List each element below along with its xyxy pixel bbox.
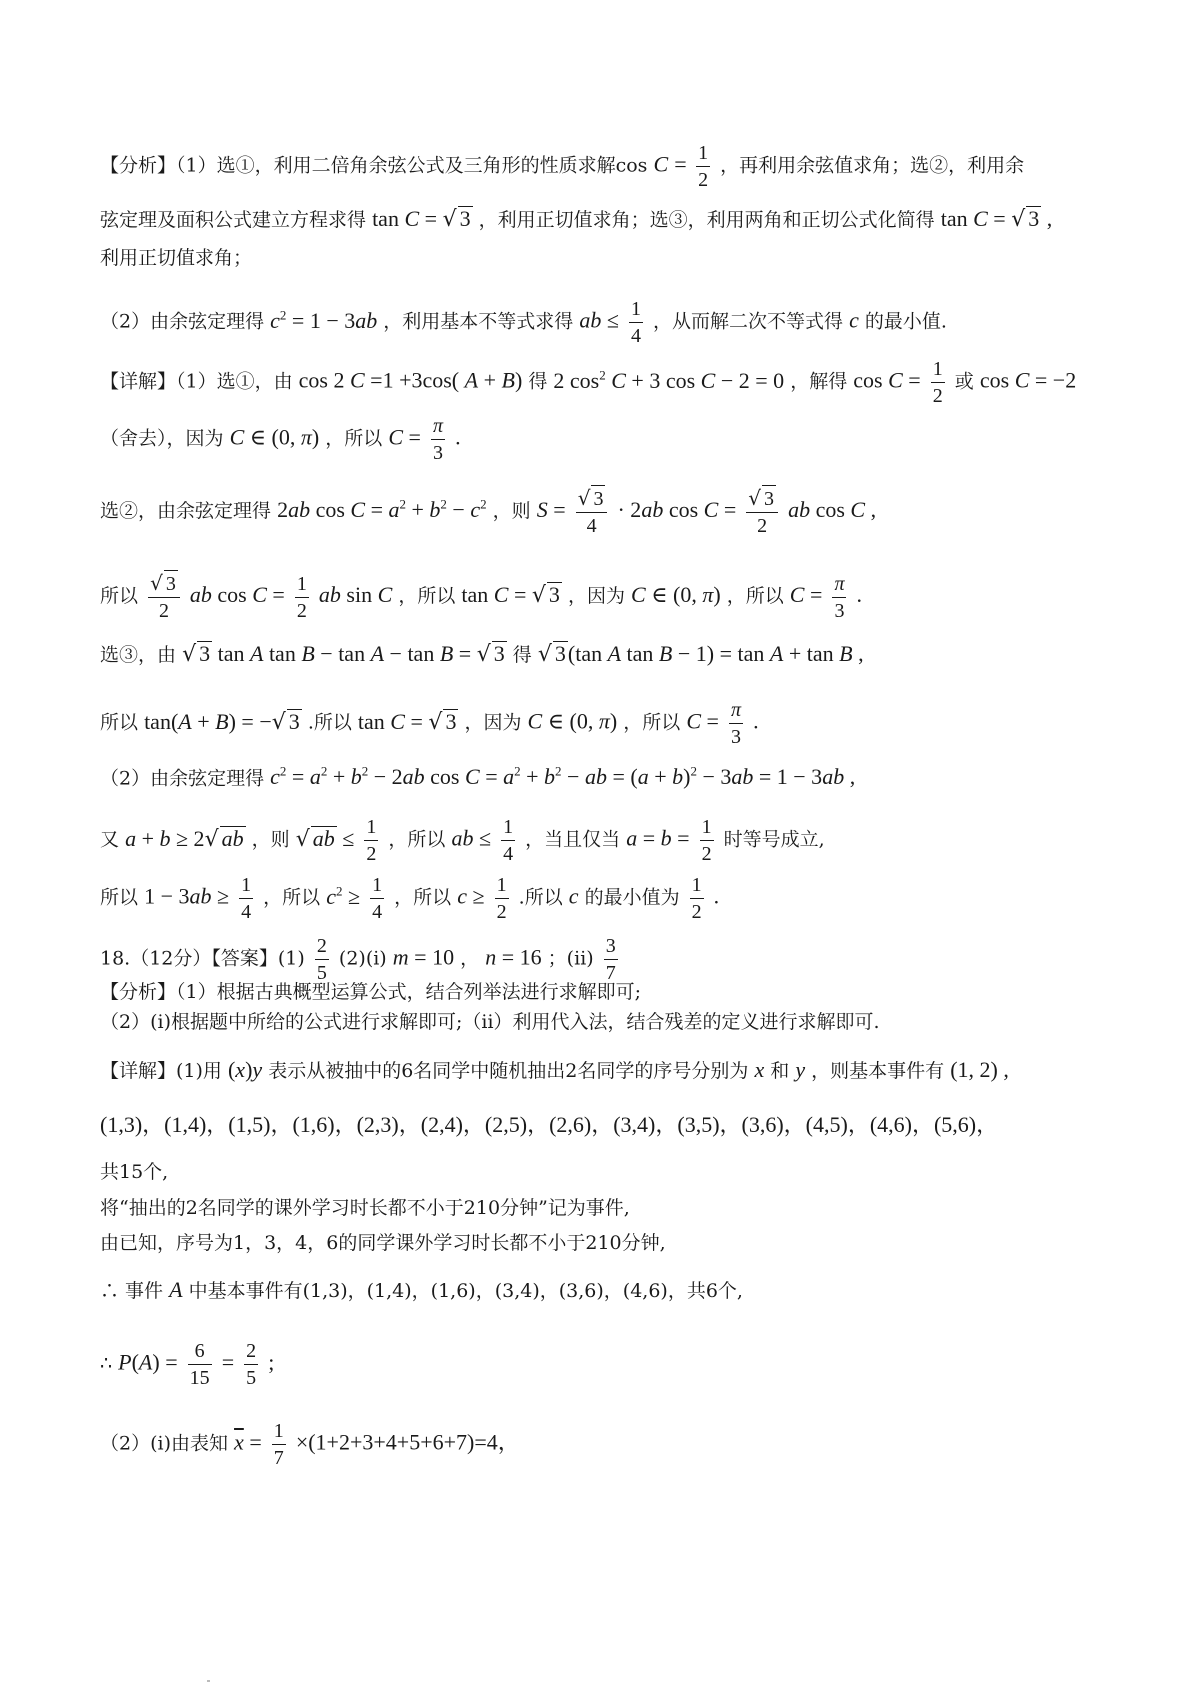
text: 选②，由余弦定理得 (100, 500, 272, 522)
text: 【详解】(1)用 (100, 1060, 222, 1082)
text: 和 (770, 1060, 790, 1082)
fraction: $\frac{2}{5}$ (246, 1340, 257, 1389)
footer-mark (207, 1680, 210, 1682)
math: C = (686, 708, 719, 734)
q18-analysis-2 (100, 1010, 1120, 1034)
text: ∴ (100, 1352, 113, 1375)
text: ，所以 (394, 886, 452, 909)
text: （2）由余弦定理得 (100, 767, 265, 790)
text: ，所以 (623, 711, 681, 734)
text: 时等号成立, (723, 828, 825, 851)
math: S = (536, 497, 566, 522)
text: ，从而解二次不等式得 (653, 310, 844, 333)
text: ，解得 (790, 370, 848, 393)
q18-answer-line (100, 933, 1120, 986)
fraction: $\frac{1}{4}$ (503, 816, 514, 865)
math: = (221, 1349, 235, 1375)
math: a + b ≥ 2√ ab (125, 825, 244, 852)
math: tan C = √ 3 (372, 206, 471, 232)
analysis-line-3 (100, 246, 1120, 270)
text: ，则 (492, 500, 531, 522)
fraction: $\frac{√ 3}{2}$ (746, 485, 778, 539)
detail-line-8 (100, 814, 1120, 867)
text: （2）(ⅰ)根据题中所给的公式进行求解即可;（ⅱ）利用代入法，结合残差的定义进行求解即可. (100, 1011, 880, 1033)
text: (1,3)，(1,4)，(1,5)，(1,6)，(2,3)，(2,4)，(2,5)，(2,6)，(3,4)，(3,5)，(3,6)，(4,5)，(4,6)，(5,6)， (100, 1112, 999, 1137)
text: ，再利用余弦值求角；选②，利用余 (720, 154, 1025, 177)
math: tan C = √ 3 (357, 708, 457, 735)
math: ; (268, 1349, 275, 1375)
text: ，所以 (398, 585, 456, 607)
detail-line-3 (100, 485, 1120, 539)
analysis-line-2 (100, 206, 1120, 232)
text: ， (460, 947, 480, 970)
math: ab cos C = (189, 582, 285, 607)
q18-known (100, 1231, 1120, 1255)
math: = (674, 151, 693, 177)
text: ，所以 (388, 828, 446, 851)
math: x (754, 1057, 765, 1082)
fraction: $\frac{2}{5}$ (316, 935, 327, 984)
q18-mean (100, 1418, 1120, 1471)
math: A (169, 1277, 183, 1302)
math: y (795, 1057, 806, 1082)
text: ，因为 (464, 711, 522, 734)
math: 2ab $\cos C = a^2 + b^2 - c^2$ (277, 496, 487, 522)
fraction: $\frac{1}{2}$ (296, 572, 307, 622)
fraction: $\frac{√ 3}{4}$ (576, 485, 608, 539)
text: （2）由余弦定理得 (100, 310, 265, 333)
fraction: $\frac{1}{4}$ (630, 298, 641, 347)
text: 共15个, (100, 1161, 169, 1183)
math: ab ≤ (579, 307, 619, 333)
text: ，因为 (567, 585, 625, 607)
q18-event (100, 1196, 1120, 1220)
math: . (856, 582, 863, 607)
text: 利用正切值求角； (100, 247, 253, 269)
fraction: $\frac{1}{2}$ (366, 816, 377, 865)
text: 18.（12分）【答案】(1) (100, 947, 305, 970)
math: . (455, 424, 461, 450)
text: ，当且仅当 (525, 828, 621, 851)
q18-detail-1 (100, 1058, 1120, 1083)
text: 又 (100, 828, 120, 851)
math: C ∈ (0, π) (527, 708, 618, 734)
math: C = (789, 582, 823, 607)
math: c (568, 883, 579, 909)
text: ∴ 事件 (100, 1280, 164, 1302)
q18-pairs (100, 1113, 1120, 1137)
math: · 2ab cos C = (617, 497, 737, 522)
math: cos 2 C =1 +3cos( A + B) (298, 367, 523, 393)
text: 所以 (100, 886, 139, 909)
detail-line-2 (100, 413, 1120, 466)
text: 表示从被抽中的6名同学中随机抽出2名同学的序号分别为 (268, 1060, 749, 1082)
detail-line-4 (100, 570, 1120, 624)
text: 中基本事件有(1,3)，(1,4)，(1,6)，(3,4)，(3,6)，(4,6)，共6个, (188, 1280, 743, 1302)
fraction: $\frac{\pi}{3}$ (730, 699, 742, 748)
analysis-line-1 (100, 140, 1120, 193)
math: n = 16 (485, 944, 542, 970)
math: a = b = (626, 825, 690, 851)
text: ×(1+2+3+4+5+6+7)=4， (295, 1429, 520, 1455)
math: C ∈ (0, π) (631, 582, 721, 607)
math: √ 3(tan A tan B − 1) = tan A + tan B , (537, 641, 864, 667)
text: 【分析】（1）选①，利用二倍角余弦公式及三角形的性质求解cos (100, 154, 648, 177)
math: c (849, 307, 859, 333)
detail-line-9 (100, 872, 1120, 925)
math: (x)y (227, 1057, 263, 1082)
math: $c^2 = 1 - 3ab$ (270, 307, 378, 333)
text: 所以 (100, 711, 139, 734)
fraction: $\frac{1}{2}$ (701, 816, 712, 865)
text: .所以 (518, 886, 563, 909)
q18-analysis-1 (100, 980, 1120, 1004)
math: C = (388, 424, 421, 450)
fraction: $\frac{1}{2}$ (698, 142, 709, 191)
text: ；(ⅱ) (547, 947, 594, 970)
math: 1 − 3ab ≥ (144, 883, 230, 909)
math: tan C = √ 3 , (940, 206, 1053, 232)
math: √ 3 tan A tan B − tan A − tan B = √ 3 (182, 641, 505, 667)
fraction: $\frac{1}{7}$ (273, 1420, 284, 1469)
text: 的最小值为 (584, 886, 680, 909)
fraction: $\frac{1}{2}$ (496, 874, 507, 923)
text: 【详解】（1）选①，由 (100, 370, 293, 393)
math: ab cos C , (788, 497, 877, 522)
text: 所以 (100, 585, 139, 607)
math: m = 10 (392, 944, 455, 970)
text: 将“抽出的2名同学的课外学习时长都不小于210分钟”记为事件, (100, 1197, 630, 1219)
text: 弦定理及面积公式建立方程求得 (100, 209, 367, 231)
text: ，则基本事件有 (811, 1060, 945, 1082)
math: C (653, 151, 669, 177)
math: (1, 2) , (950, 1057, 1009, 1082)
text: 【分析】（1）根据古典概型运算公式，结合列举法进行求解即可; (100, 981, 641, 1003)
text: （2）(ⅰ)由表知 (100, 1432, 228, 1455)
text: 由已知，序号为1，3，4，6的同学课外学习时长都不小于210分钟, (100, 1232, 666, 1254)
detail-line-6 (100, 697, 1120, 750)
fraction: $\frac{6}{15}$ (189, 1340, 210, 1389)
q18-event-a (100, 1278, 1120, 1303)
fraction: $\frac{\pi}{3}$ (834, 572, 845, 622)
text: (2)(ⅰ) (338, 947, 387, 970)
text: ，利用正切值求角；选③，利用两角和正切公式化简得 (478, 209, 935, 231)
math: $\overline{x}$ = (234, 1429, 262, 1455)
text: 得 (512, 644, 532, 666)
math: cos C = (853, 367, 921, 393)
fraction: $\frac{3}{7}$ (605, 935, 616, 984)
detail-line-1 (100, 356, 1120, 409)
text: .所以 (307, 711, 352, 734)
fraction: $\frac{\pi}{3}$ (433, 415, 444, 464)
math: c ≥ (457, 883, 485, 909)
text: 得 (528, 370, 548, 393)
math: 2 $\cos^2 C + 3$ cos C − 2 = 0 (553, 367, 785, 393)
fraction: $\frac{1}{2}$ (932, 358, 943, 407)
math: tan C = √ 3 (461, 582, 560, 608)
math: C ∈ (0, π) (229, 424, 320, 450)
text: ，所以 (726, 585, 784, 607)
fraction: $\frac{1}{4}$ (241, 874, 252, 923)
math: P(A) = (118, 1349, 178, 1375)
text: 或 (954, 370, 974, 393)
q18-total (100, 1160, 1120, 1184)
fraction: $\frac{√ 3}{2}$ (148, 570, 180, 624)
q18-probability (100, 1338, 1120, 1391)
fraction: $\frac{1}{4}$ (372, 874, 383, 923)
math: tan(A + B) = −√ 3 (144, 708, 300, 735)
detail-line-7 (100, 760, 1120, 790)
math: . (713, 883, 720, 909)
math: √ ab ≤ (295, 825, 355, 852)
math: . (753, 708, 759, 734)
text: （舍去），因为 (100, 427, 224, 450)
text: ，所以 (263, 886, 321, 909)
text: ，利用基本不等式求得 (383, 310, 574, 333)
math: cos C = −2 (979, 367, 1077, 393)
text: 选③，由 (100, 644, 177, 666)
analysis-line-4 (100, 296, 1120, 349)
math: ab ≤ (451, 825, 492, 851)
math: $c^2$ ≥ (326, 883, 361, 909)
text: ，则 (251, 828, 290, 851)
text: 的最小值. (864, 310, 947, 333)
fraction: $\frac{1}{2}$ (691, 874, 702, 923)
text: ，所以 (325, 427, 383, 450)
detail-line-5 (100, 641, 1120, 667)
math: $c^2 = a^2 + b^2 - 2ab$ $\cos C = a^2 + b^2$ − ab = $(a + b)^2 - 3ab = 1 - 3ab$ , (270, 764, 856, 790)
math: ab sin C (318, 582, 393, 607)
